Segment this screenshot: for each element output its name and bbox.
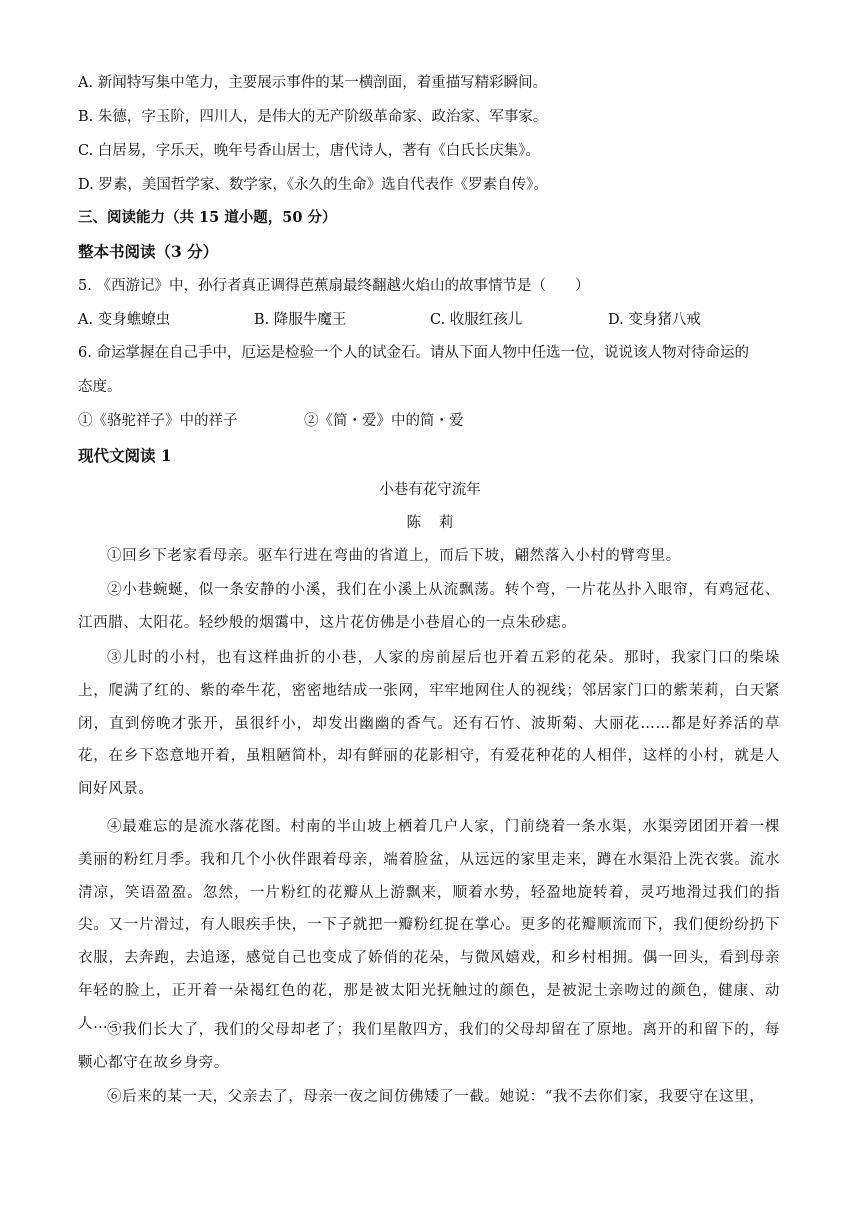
article-author bbox=[0, 513, 860, 533]
question-6-choices bbox=[78, 411, 464, 431]
section-3-heading: 三、阅读能力（共 15 道小题，50 分） bbox=[78, 209, 337, 226]
article-title: 小巷有花守流年 bbox=[379, 482, 481, 498]
article-paragraph-5: ⑤我们长大了，我们的父母却老了；我们星散四方，我们的父母却留在了原地。离开的和留下的，每颗心都守在故乡身旁。 bbox=[78, 1022, 780, 1071]
article-paragraph-3: ③儿时的小村，也有这样曲折的小巷，人家的房前屋后也开着五彩的花朵。那时，我家门口的柴垛上，爬满了红的、紫的牵牛花，密密地结成一张网，牢牢地网住人的视线；邻居家门口的紫茉莉，白天紧闭，直到傍晚才张开，虽很纤小，却发出幽幽的香气。还有石竹、波斯菊、大丽花……都是好养活的草花，在乡下恣意地开着，虽粗陋简朴，却有鲜丽的花影相守，有爱花种花的人相伴，这样的小村，就是人间好风景。 bbox=[78, 650, 780, 798]
whole-book-reading-heading: 整本书阅读（3 分） bbox=[78, 242, 219, 261]
question-6-stem-line-2: 态度。 bbox=[78, 379, 122, 395]
q6-choice-1: ①《骆驼祥子》中的祥子 bbox=[78, 413, 238, 429]
question-5-options bbox=[78, 310, 701, 330]
question-6-stem-line-1: 6. 命运掌握在自己手中，厄运是检验一个人的试金石。请从下面人物中任选一位，说说该人物对待命运的 bbox=[78, 345, 749, 361]
article-paragraph-1: ①回乡下老家看母亲。驱车行进在弯曲的省道上，而后下坡，翩然落入小村的臂弯里。 bbox=[107, 548, 681, 564]
q5-option-a: A. 变身蟭蟟虫 bbox=[78, 312, 171, 328]
article-paragraph-4: ④最难忘的是流水落花图。村南的半山坡上栖着几户人家，门前绕着一条水渠，水渠旁团团开着一棵美丽的粉红月季。我和几个小伙伴跟着母亲，端着脸盆，从远远的家里走来，蹲在水渠沿上洗衣裳。流水清凉，笑语盈盈。忽然，一片粉红的花瓣从上游飘来，顺着水势，轻盈地旋转着，灵巧地滑过我们的指尖。又一片滑过，有人眼疾手快，一下子就把一瓣粉红捉在掌心。更多的花瓣顺流而下，我们便纷纷扔下衣服，去奔跑，去追逐，感觉自己也变成了娇俏的花朵，与微风嬉戏，和乡村相拥。偶一回头，看到母亲年轻的脸上，正开着一朵褐红色的花，那是被太阳光抚触过的颜色，是被泥土亲吻过的颜色，健康、动人…… bbox=[78, 819, 780, 1032]
question-5-stem: 5. 《西游记》中，孙行者真正调得芭蕉扇最终翻越火焰山的故事情节是（ ） bbox=[78, 278, 590, 294]
q5-option-c: C. 收服红孩儿 bbox=[430, 312, 523, 328]
option-a-q4: A. 新闻特写集中笔力，主要展示事件的某一横剖面，着重描写精彩瞬间。 bbox=[78, 75, 548, 91]
option-c-q4: C. 白居易，字乐天，晚年号香山居士，唐代诗人，著有《白氏长庆集》。 bbox=[78, 143, 541, 159]
article-author-name: 陈莉 bbox=[406, 515, 472, 531]
q5-option-d: D. 变身猪八戒 bbox=[608, 312, 701, 328]
modern-reading-heading: 现代文阅读 1 bbox=[78, 446, 172, 465]
option-d-q4: D. 罗素，美国哲学家、数学家，《永久的生命》选自代表作《罗素自传》。 bbox=[78, 177, 548, 193]
article-paragraph-6: ⑥后来的某一天，父亲去了，母亲一夜之间仿佛矮了一截。她说：“我不去你们家，我要守在这里， bbox=[107, 1089, 765, 1105]
option-b-q4: B. 朱德，字玉阶，四川人，是伟大的无产阶级革命家、政治家、军事家。 bbox=[78, 109, 548, 125]
article-paragraph-2: ②小巷蜿蜒，似一条安静的小溪，我们在小溪上从流飘荡。转个弯，一片花丛扑入眼帘，有鸡冠花、江西腊、太阳花。轻纱般的烟霭中，这片花仿佛是小巷眉心的一点朱砂痣。 bbox=[78, 582, 780, 631]
q5-option-b: B. 降服牛魔王 bbox=[254, 312, 347, 328]
q6-choice-2: ②《简・爱》中的简・爱 bbox=[304, 413, 464, 429]
